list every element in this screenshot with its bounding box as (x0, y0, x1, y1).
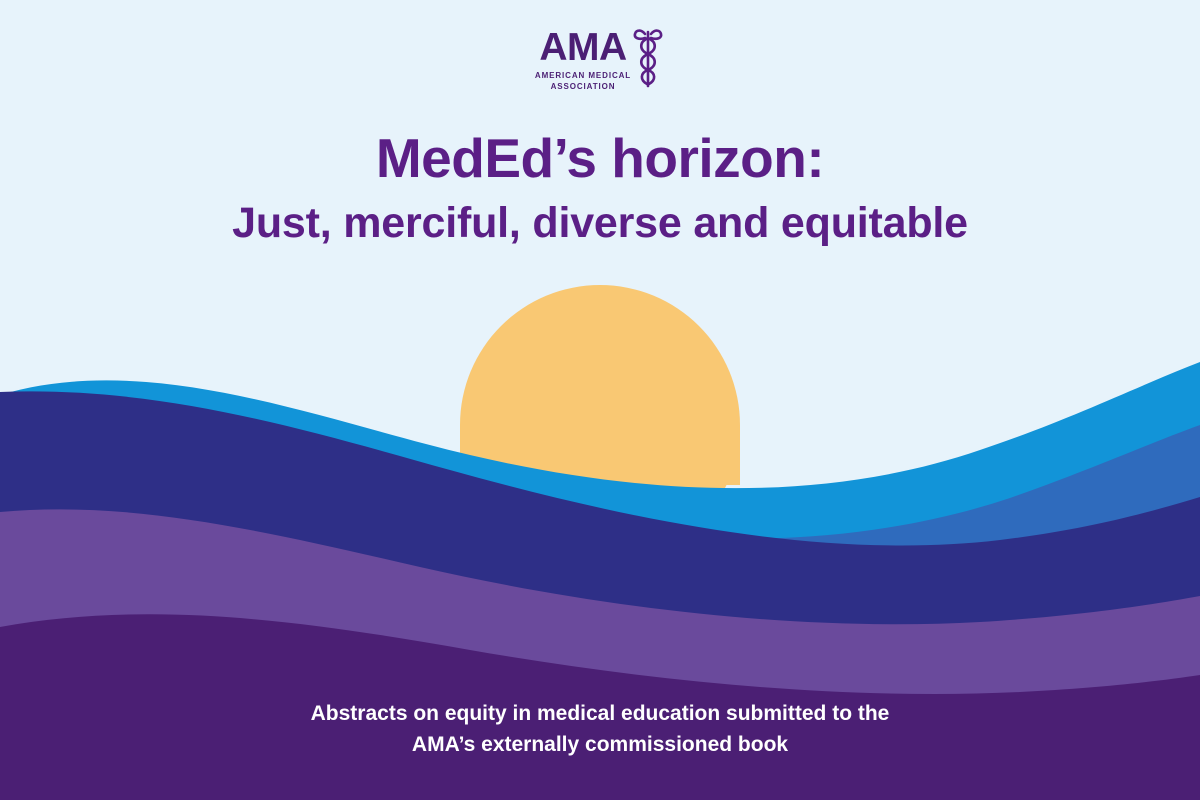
title-main: MedEd’s horizon: (375, 127, 825, 189)
ama-logo (0, 28, 1200, 95)
ama-wordmark: AMA (539, 26, 627, 69)
ama-logo-subtitle (535, 71, 631, 93)
poster-caption (0, 699, 1200, 760)
title-subtitle: Just, merciful, diverse and equitable (232, 198, 968, 247)
page-title (0, 128, 1200, 248)
caption-line-1: Abstracts on equity in medical education submitted to the (310, 702, 890, 726)
ama-logo-subtitle-line-2: ASSOCIATION (550, 81, 616, 91)
caption-line-2: AMA’s externally commissioned book (411, 732, 789, 756)
caduceus-icon (631, 28, 665, 95)
ama-logo-subtitle-line-1: AMERICAN MEDICAL (534, 71, 632, 80)
